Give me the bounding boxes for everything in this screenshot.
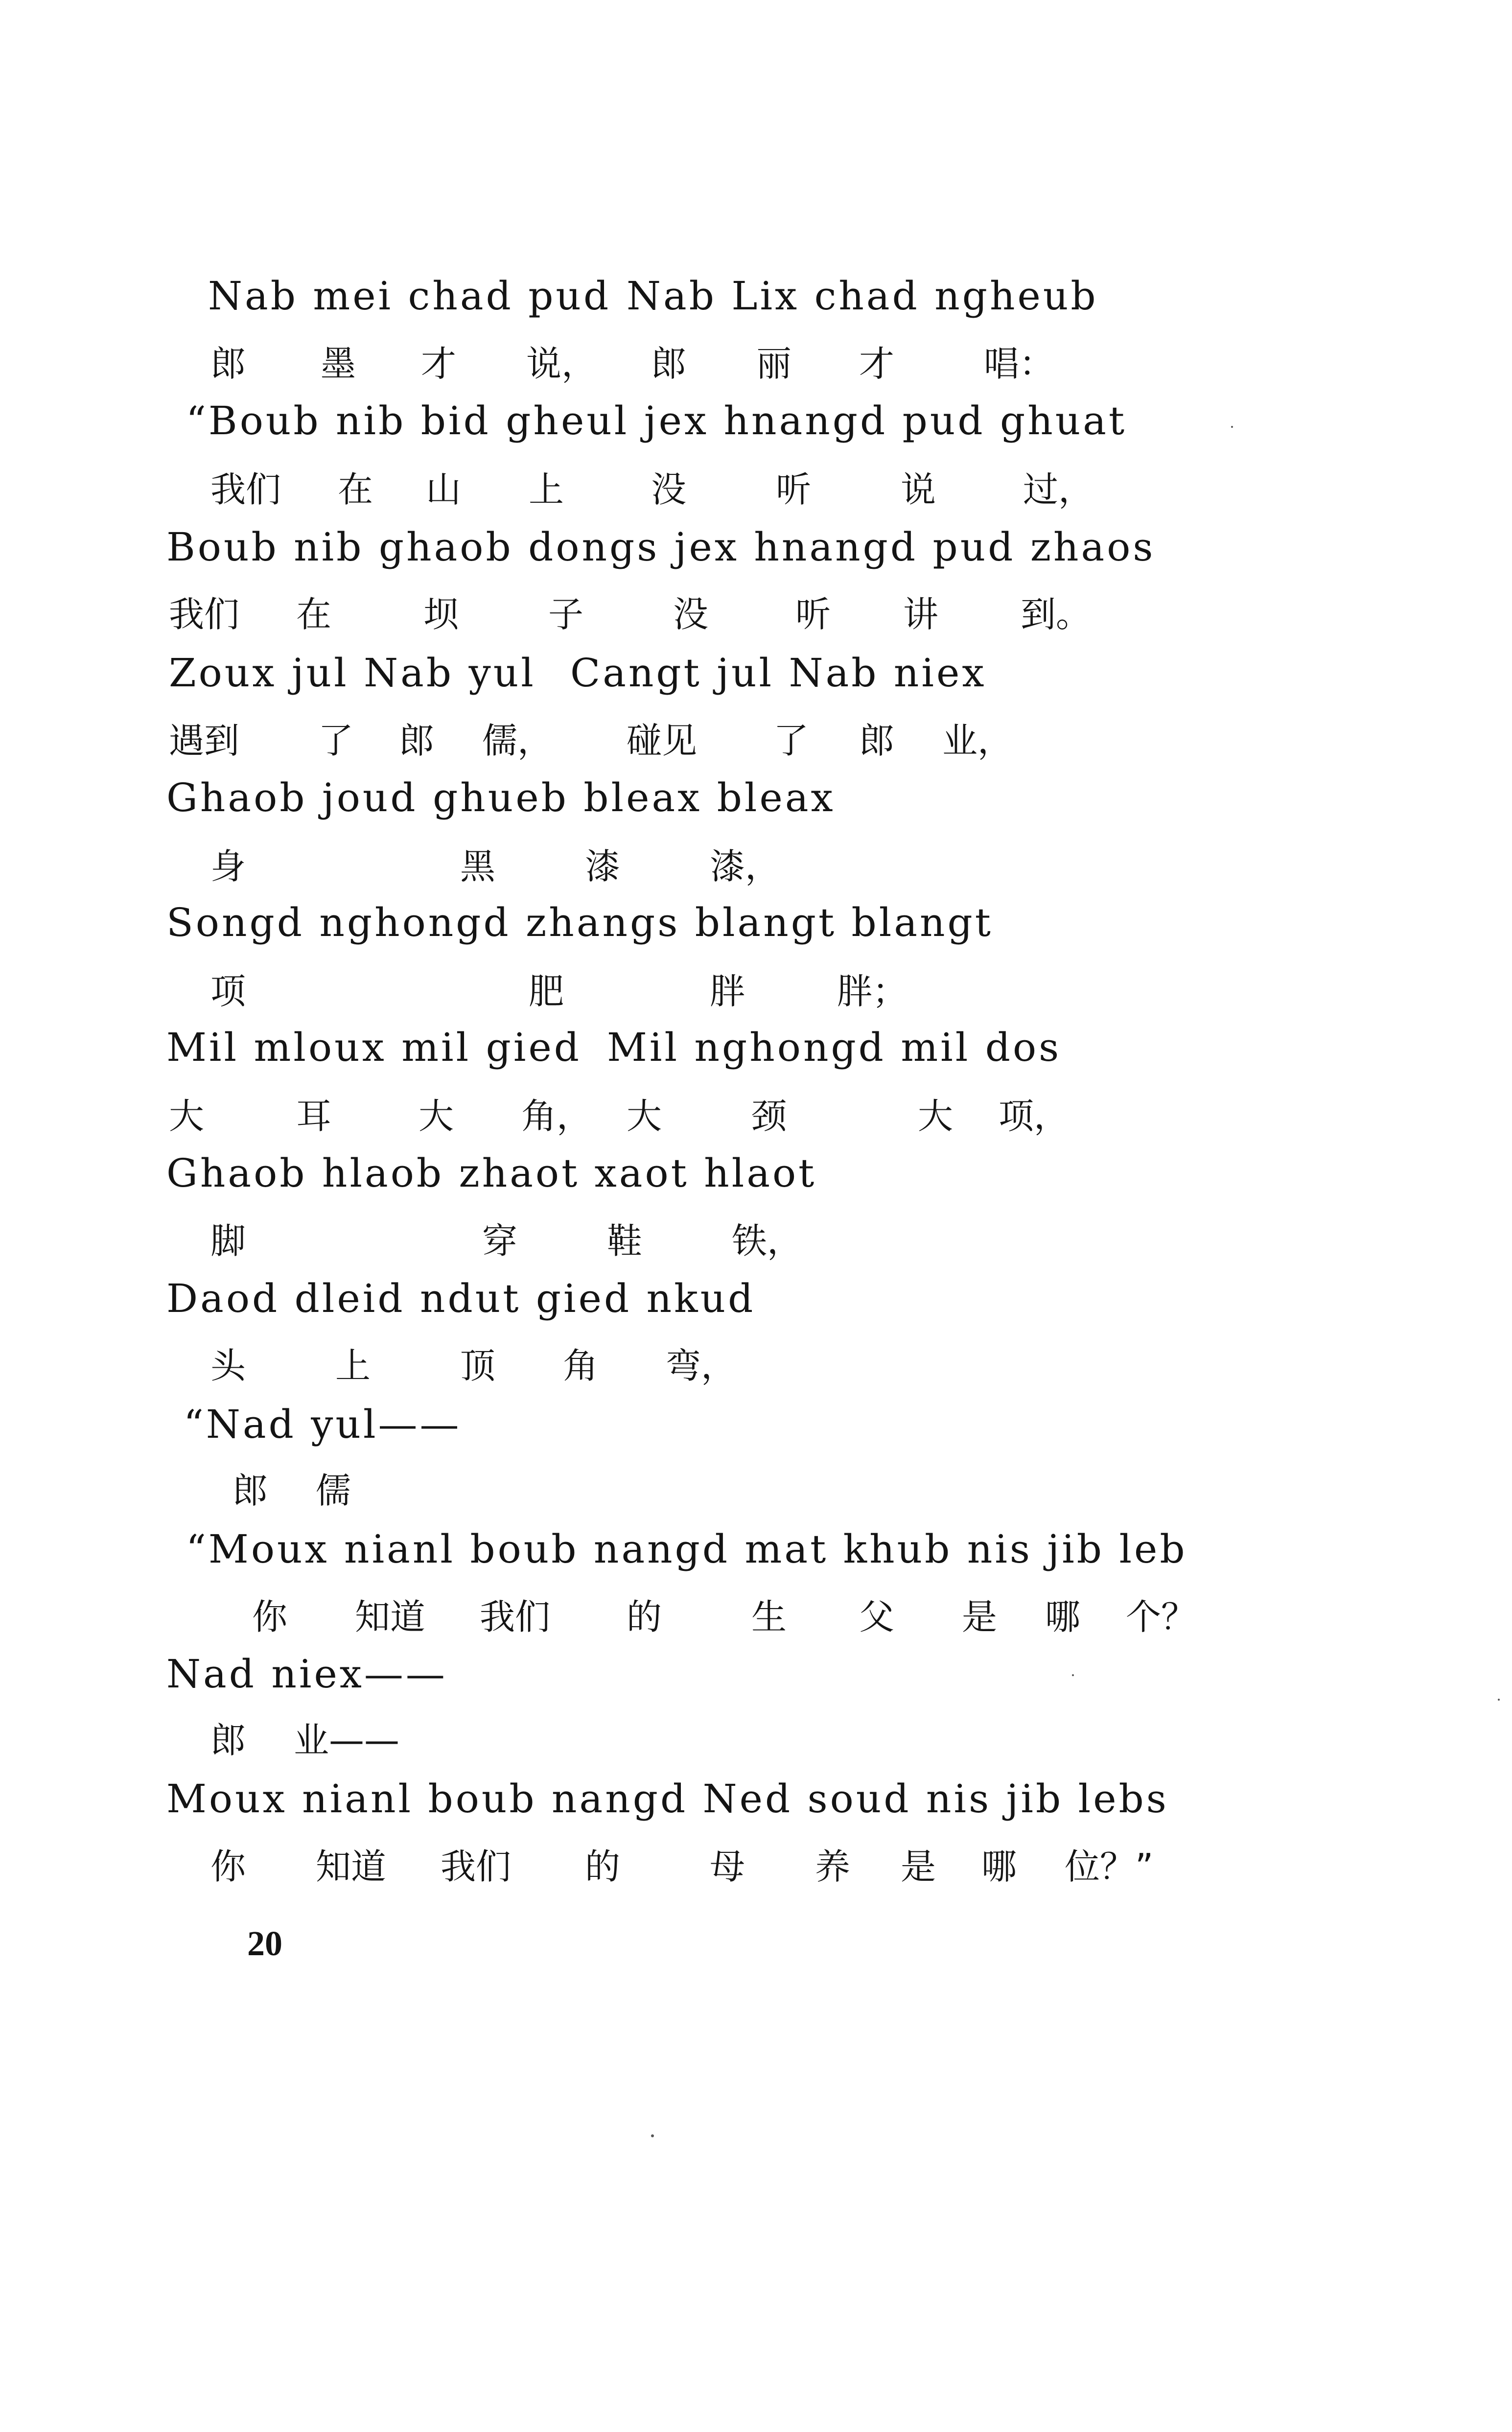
gloss-word: 母	[710, 1846, 745, 1887]
chinese-gloss-line	[0, 1713, 400, 1777]
gloss-word: 哪	[981, 1846, 1017, 1887]
gloss-word: 才	[859, 343, 895, 384]
gloss-word: 角，	[521, 1096, 592, 1137]
gloss-word: 坝	[423, 594, 459, 635]
gloss-word: 墨	[321, 343, 356, 384]
miao-text: Daod dleid ndut gied nkud	[166, 1276, 756, 1321]
miao-text: Boub nib ghaob dongs jex hnangd pud zhaos	[166, 524, 1156, 570]
chinese-gloss-line	[0, 840, 781, 903]
gloss-word: 上	[529, 469, 564, 510]
miao-line	[0, 269, 1098, 333]
gloss-word: 肥	[529, 971, 564, 1012]
miao-line	[0, 1772, 1169, 1836]
gloss-word: 铁，	[732, 1220, 803, 1262]
gloss-word: 角	[563, 1345, 599, 1386]
gloss-word: 我们	[441, 1846, 512, 1887]
miao-text: Ghaob joud ghueb bleax bleax	[166, 775, 836, 820]
gloss-word: 业，	[942, 720, 1013, 761]
gloss-word: 头	[210, 1345, 246, 1386]
gloss-word: 位？”	[1065, 1846, 1154, 1887]
gloss-word: 郎	[651, 343, 687, 384]
chinese-gloss-line	[0, 463, 1094, 526]
gloss-word: 说，	[526, 343, 597, 384]
miao-line	[0, 1522, 1187, 1586]
gloss-word: 是	[901, 1846, 936, 1887]
miao-text: Nad niex——	[166, 1651, 447, 1697]
miao-text: Moux nianl boub nangd Ned soud nis jib lebs	[166, 1776, 1169, 1822]
gloss-word: 山	[426, 469, 462, 510]
gloss-word: 听	[795, 594, 831, 635]
gloss-word: 耳	[296, 1096, 332, 1137]
gloss-word: 的	[585, 1846, 621, 1887]
gloss-word: 我们	[210, 469, 281, 510]
miao-text: Mil mloux mil gied	[166, 1025, 582, 1070]
miao-line	[0, 771, 836, 835]
gloss-word: 大	[419, 1096, 454, 1137]
gloss-word: 弯，	[666, 1345, 737, 1386]
gloss-word: 碰见	[627, 720, 698, 761]
gloss-word: 我们	[169, 594, 240, 635]
gloss-word: 没	[651, 469, 687, 510]
gloss-word: 胖；	[837, 971, 908, 1012]
chinese-gloss-line	[0, 714, 1013, 777]
gloss-word: 没	[673, 594, 709, 635]
miao-text: Nab Lix chad ngheub	[627, 273, 1098, 319]
gloss-word: 你	[210, 1846, 246, 1887]
chinese-gloss-line	[0, 1089, 1070, 1153]
gloss-word: 知道	[316, 1846, 387, 1887]
scan-speck	[1231, 426, 1233, 428]
miao-line	[0, 896, 993, 959]
chinese-gloss-line	[0, 1339, 737, 1403]
miao-line	[0, 646, 987, 710]
gloss-word: 漆	[585, 846, 621, 887]
gloss-word: 项，	[999, 1096, 1070, 1137]
gloss-word: 在	[338, 469, 373, 510]
miao-line	[0, 394, 1127, 458]
gloss-word: 我们	[480, 1596, 551, 1637]
gloss-word: 黑	[460, 846, 496, 887]
miao-line	[0, 1272, 756, 1335]
chinese-gloss-line	[0, 337, 1055, 400]
chinese-gloss-line	[0, 1464, 351, 1527]
gloss-word: 顶	[460, 1345, 496, 1386]
gloss-word: 讲	[903, 594, 939, 635]
gloss-word: 到。	[1021, 594, 1092, 635]
chinese-gloss-line	[0, 1590, 1197, 1654]
miao-line	[0, 1146, 817, 1210]
gloss-word: 在	[296, 594, 332, 635]
miao-text: Zoux jul Nab yul	[169, 650, 536, 696]
gloss-word: 子	[548, 594, 584, 635]
chinese-gloss-line	[0, 964, 908, 1028]
gloss-word: 生	[751, 1596, 787, 1637]
gloss-word: 郎	[210, 1720, 246, 1761]
gloss-word: 上	[335, 1345, 371, 1386]
gloss-word: 父	[859, 1596, 895, 1637]
miao-text: Cangt jul Nab niex	[570, 650, 987, 696]
gloss-word: 唱：	[984, 343, 1055, 384]
gloss-word: 大	[627, 1096, 662, 1137]
gloss-word: 丽	[756, 343, 792, 384]
gloss-word: 儒，	[482, 720, 553, 761]
gloss-word: 过，	[1023, 469, 1094, 510]
gloss-word: 才	[421, 343, 457, 384]
gloss-word: 郎	[859, 720, 895, 761]
gloss-word: 身	[210, 846, 246, 887]
gloss-word: 大	[169, 1096, 205, 1137]
page-number: 20	[247, 1924, 282, 1963]
gloss-word: 业——	[294, 1720, 400, 1761]
gloss-word: 项	[210, 971, 246, 1012]
miao-text: Ghaob hlaob zhaot xaot hlaot	[166, 1150, 817, 1196]
miao-text: “Boub nib bid gheul jex hnangd pud ghuat	[186, 398, 1127, 444]
miao-text: Songd nghongd zhangs blangt blangt	[166, 900, 993, 945]
miao-text: Nab mei chad pud	[208, 273, 611, 319]
gloss-word: 是	[962, 1596, 998, 1637]
chinese-gloss-line	[0, 587, 1092, 651]
gloss-word: 郎	[233, 1470, 268, 1511]
gloss-word: 大	[918, 1096, 954, 1137]
chinese-gloss-line	[0, 1840, 1154, 1903]
miao-line	[0, 520, 1156, 584]
gloss-word: 个？	[1126, 1596, 1197, 1637]
gloss-word: 遇到	[169, 720, 240, 761]
gloss-word: 养	[815, 1846, 851, 1887]
gloss-word: 你	[252, 1596, 288, 1637]
gloss-word: 知道	[355, 1596, 426, 1637]
miao-text: “Nad yul——	[184, 1402, 462, 1447]
gloss-word: 郎	[210, 343, 246, 384]
gloss-word: 的	[627, 1596, 662, 1637]
gloss-word: 漆，	[710, 846, 781, 887]
scan-speck	[651, 2134, 654, 2137]
gloss-word: 听	[776, 469, 812, 510]
gloss-word: 脚	[210, 1220, 246, 1262]
gloss-word: 了	[318, 720, 354, 761]
scan-speck	[1498, 1699, 1500, 1701]
miao-text: “Moux nianl boub nangd mat khub nis jib leb	[186, 1526, 1187, 1572]
gloss-word: 胖	[710, 971, 745, 1012]
gloss-word: 哪	[1045, 1596, 1081, 1637]
miao-line	[0, 1647, 447, 1711]
scan-speck	[1072, 1674, 1074, 1676]
gloss-word: 郎	[399, 720, 435, 761]
gloss-word: 儒	[316, 1470, 351, 1511]
gloss-word: 颈	[751, 1096, 787, 1137]
gloss-word: 了	[773, 720, 809, 761]
miao-line	[0, 1398, 462, 1461]
chinese-gloss-line	[0, 1214, 803, 1278]
miao-text: Mil nghongd mil dos	[607, 1025, 1062, 1070]
gloss-word: 穿	[482, 1220, 518, 1262]
gloss-word: 说	[901, 469, 936, 510]
miao-line	[0, 1021, 1062, 1084]
gloss-word: 鞋	[607, 1220, 643, 1262]
